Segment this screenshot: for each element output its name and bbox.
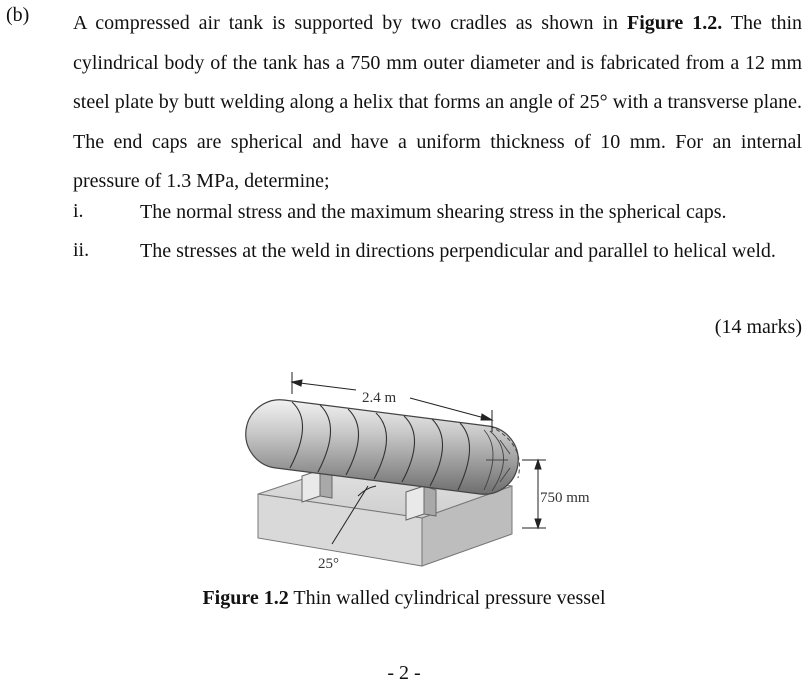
item-text-ii: The stresses at the weld in directions perpendicular and parallel to helical weld. [140,240,776,262]
item-number-i: i. [73,200,84,222]
marks-label: (14 marks) [714,316,802,338]
part-label: (b) [6,4,30,26]
item-text-i: The normal stress and the maximum shearing stress in the spherical caps. [140,201,727,223]
intro-text-continued: The thin cylindrical body of the tank has a 750 mm outer diameter and is fabricated from a 12 mm steel plate by butt welding along a helix that forms an angle of 25° with a transverse plane. The end caps are spherical and have a uniform thickness of 10 mm. For an internal pressure of 1.3 MPa, determine; [73,12,802,192]
figure-reference: Figure 1.2. [627,12,723,34]
figure-caption [0,587,808,610]
diameter-label: 750 mm [540,490,590,506]
angle-label: 25° [318,556,339,572]
tank-body [246,400,520,494]
right-cradle [406,486,436,520]
item-number-ii: ii. [73,239,90,261]
pressure-vessel-figure [240,368,620,588]
length-label: 2.4 m [362,390,397,406]
question-paragraph [73,4,802,202]
caption-text: Thin walled cylindrical pressure vessel [288,587,606,609]
caption-label: Figure 1.2 [202,587,289,609]
page-number: - 2 - [387,662,421,684]
intro-text: A compressed air tank is supported by two cradles as shown in [73,12,627,34]
